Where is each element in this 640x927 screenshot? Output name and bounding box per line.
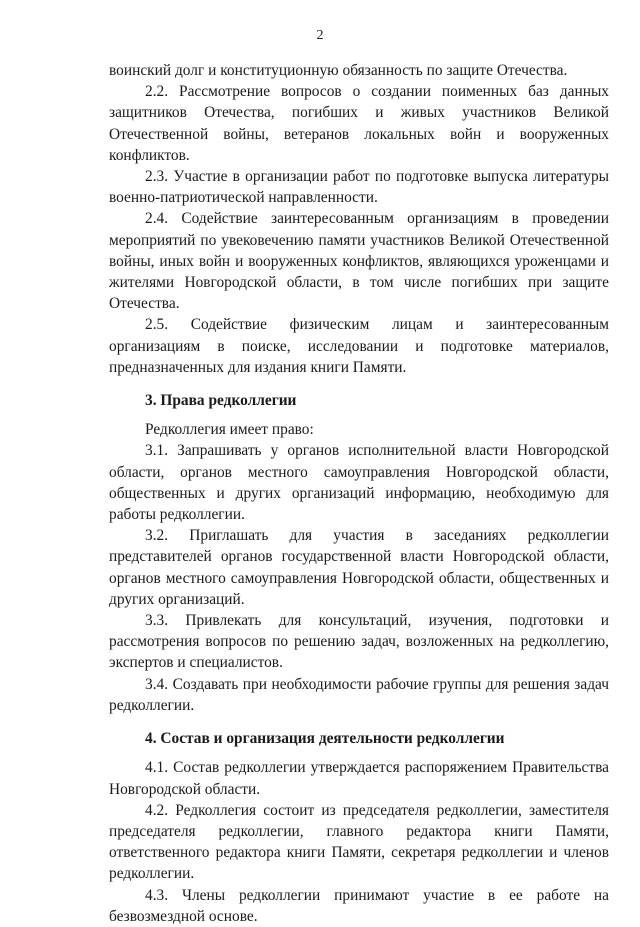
section-heading-composition: 4. Состав и организация деятельности редколлегии	[145, 730, 505, 748]
paragraph-4-2: 4.2. Редколлегия состоит из председателя редколлегии, заместителя председателя редколлегии, главного редактора книги Памяти, ответственного редактора книги Памяти, секретаря редколлегии и членов редколлегии.	[109, 801, 609, 883]
page-number: 2	[316, 28, 324, 43]
paragraph-2-5: 2.5. Содействие физическим лицам и заинтересованным организациям в поиске, исследовании и подготовке материалов, предназначенных для издания книги Памяти.	[109, 316, 609, 376]
paragraph-3-1: 3.1. Запрашивать у органов исполнительной власти Новгородской области, органов местного самоуправления Новгородской области, общественных и других организаций информацию, необходимую для работы редколлегии.	[109, 442, 609, 524]
paragraph-3-4: 3.4. Создавать при необходимости рабочие группы для решения задач редколлегии.	[109, 675, 609, 714]
paragraph-continuation: воинский долг и конституционную обязанность по защите Отечества.	[109, 62, 568, 79]
paragraph-2-2: 2.2. Рассмотрение вопросов о создании поименных баз данных защитников Отечества, погибших и живых участников Великой Отечественной войны, ветеранов локальных войн и вооруженных конфликтов.	[109, 83, 609, 164]
paragraph-3-2: 3.2. Приглашать для участия в заседаниях редколлегии представителей органов государственной власти Новгородской области, органов местного самоуправления Новгородской области, общественных и других организаций.	[109, 527, 609, 608]
paragraph-2-4: 2.4. Содействие заинтересованным организациям в проведении мероприятий по увековечению памяти участников Великой Отечественной войны, иных войн и вооруженных конфликтов, являющихся уроженцами и жителями Новгородской области, в том числе погибших при защите Отечества.	[109, 210, 609, 313]
paragraph-4-1: 4.1. Состав редколлегии утверждается распоряжением Правительства Новгородской области.	[109, 759, 609, 798]
paragraph-2-3: 2.3. Участие в организации работ по подготовке выпуска литературы военно-патриотической направленности.	[109, 168, 609, 207]
paragraph-3-3: 3.3. Привлекать для консультаций, изучения, подготовки и рассмотрения вопросов по решению задач, возложенных на редколлегию, экспертов и специалистов.	[109, 612, 609, 672]
paragraph-rights-intro: Редколлегия имеет право:	[145, 421, 314, 439]
document-body	[109, 60, 609, 927]
paragraph-4-3: 4.3. Члены редколлегии принимают участие в ее работе на безвозмездной основе.	[109, 886, 609, 925]
section-heading-rights: 3. Права редколлегии	[145, 392, 297, 410]
